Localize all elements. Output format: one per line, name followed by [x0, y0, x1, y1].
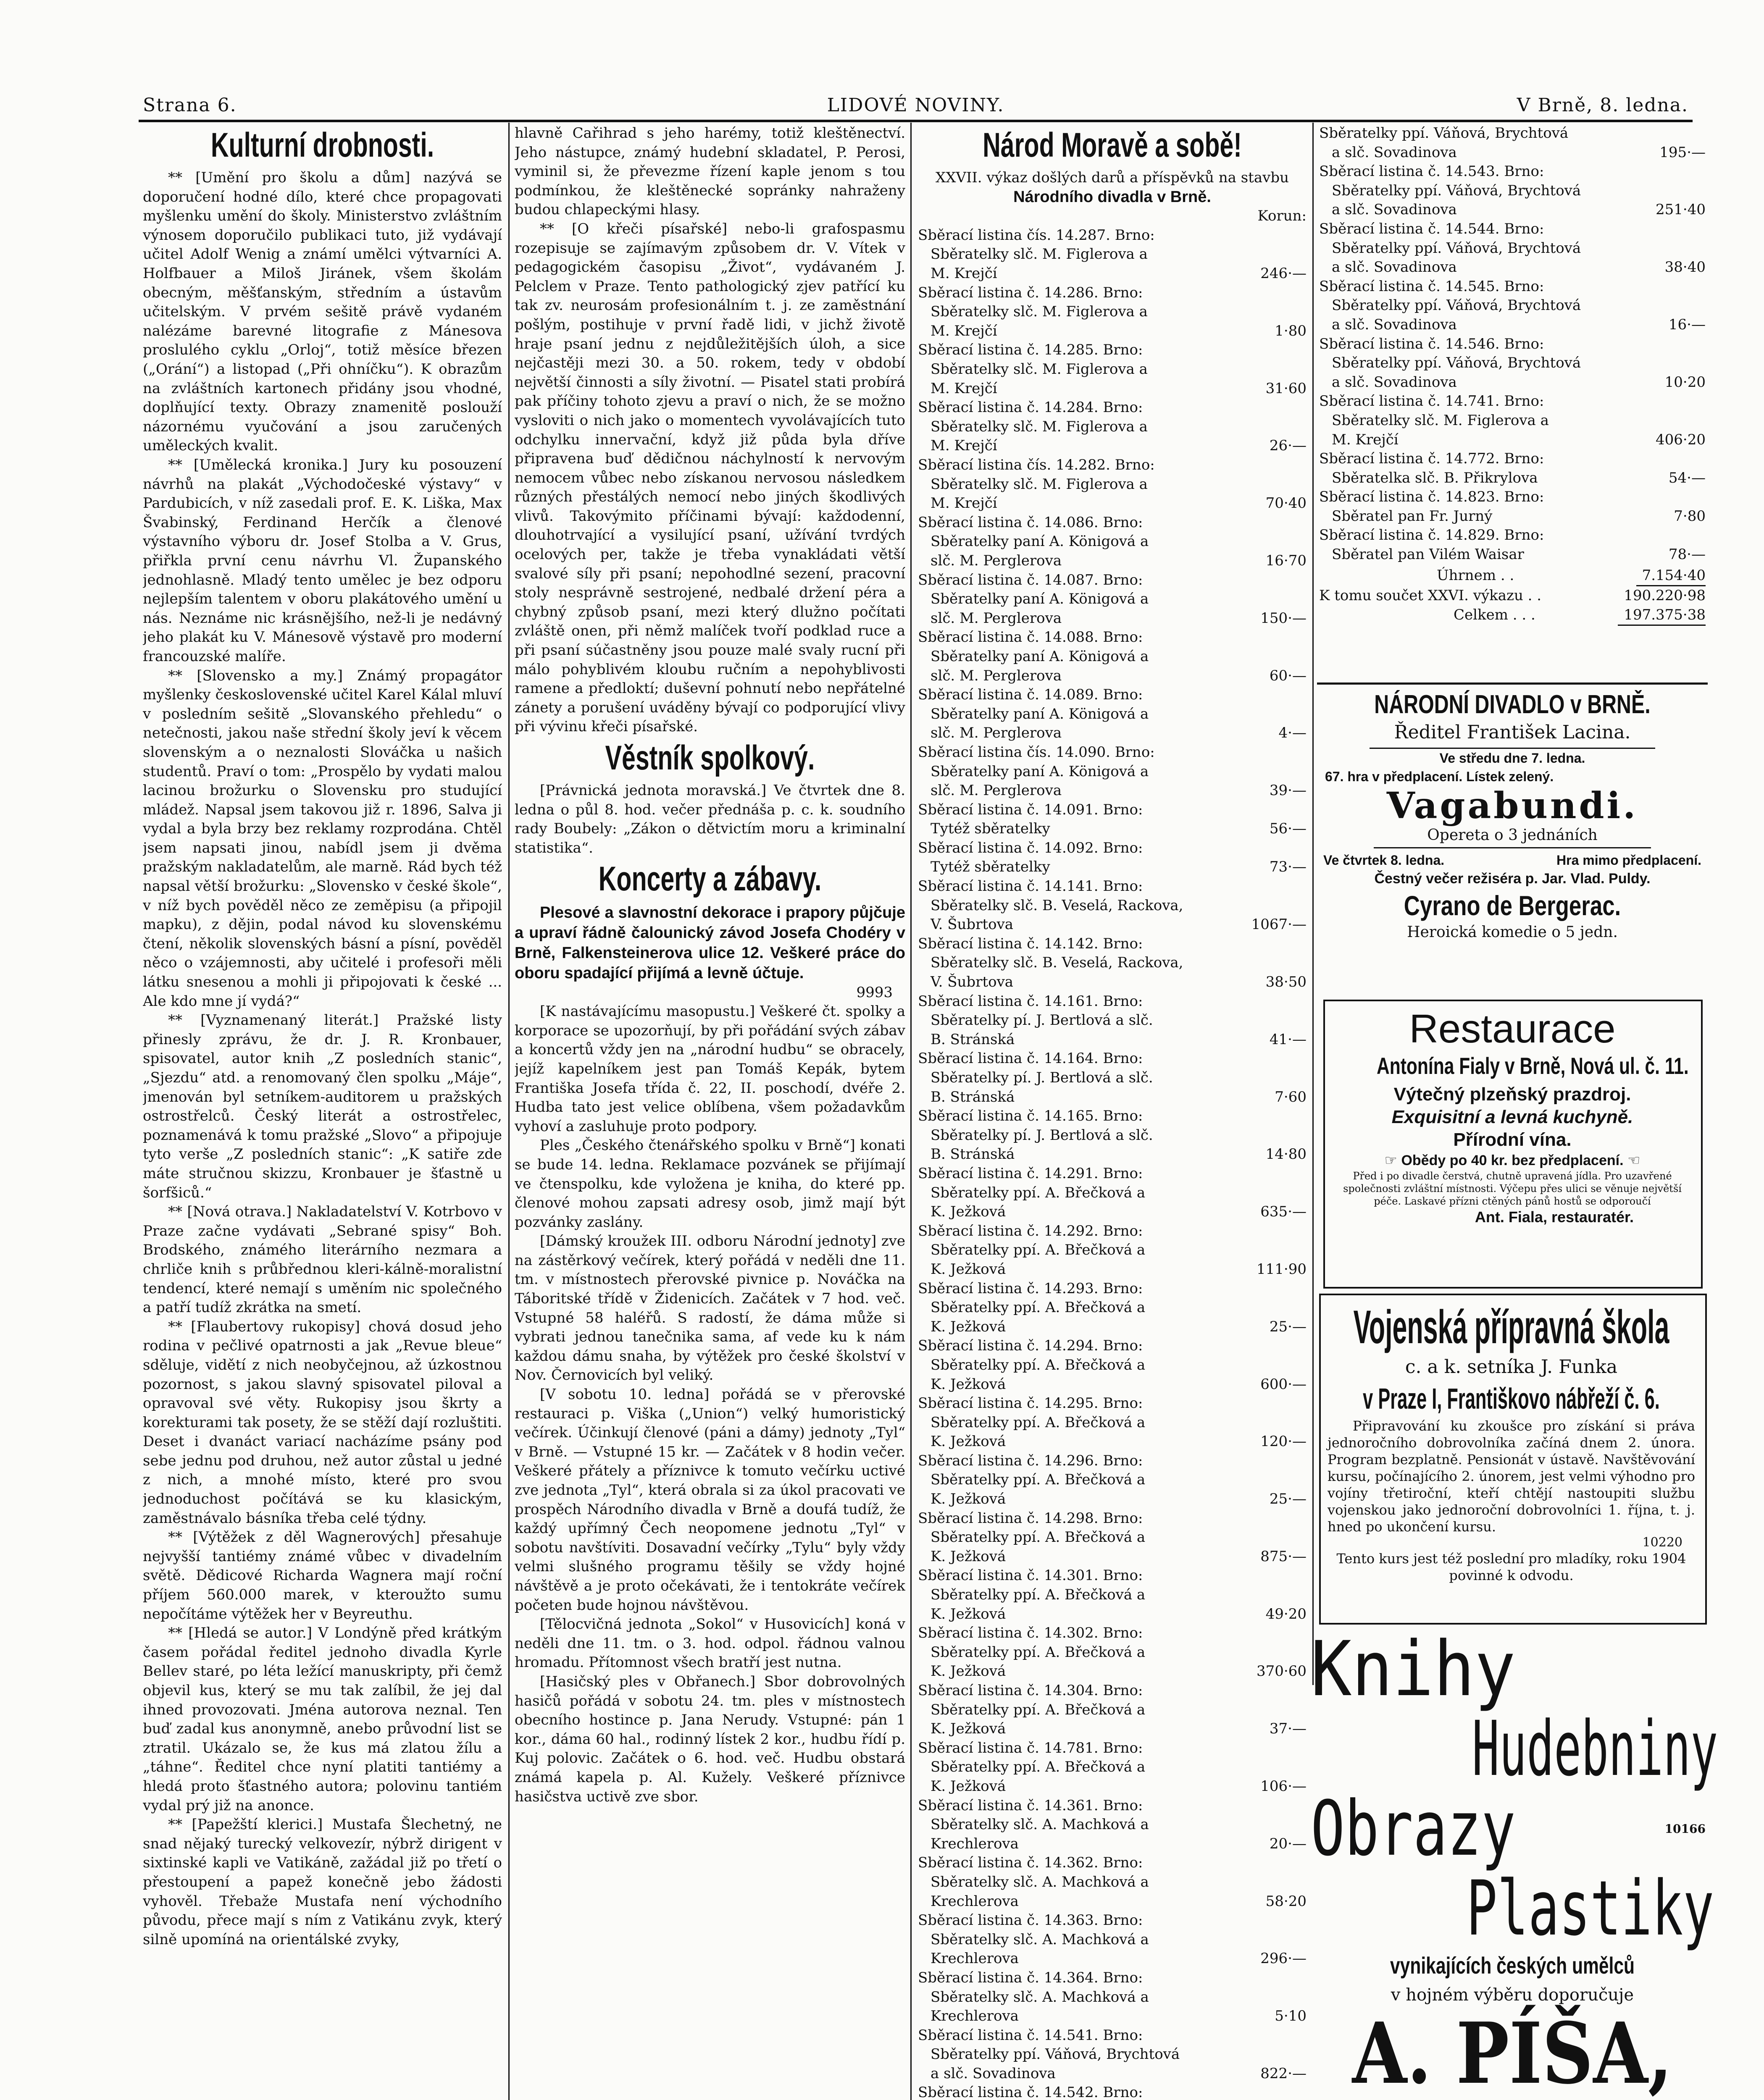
donation-line: Sběrací listina č. 14.364. Brno: [918, 1969, 1143, 1986]
donation-line: a slč. Sovadinova [1332, 201, 1457, 218]
donation-line: Sběrací listina č. 14.296. Brno: [918, 1452, 1143, 1469]
header-rule [139, 120, 1693, 122]
previous-sum-row: K tomu součet XXVI. výkazu . . 190.220·98 [1319, 587, 1706, 604]
donation-line: Sběrací listina č. 14.546. Brno: [1319, 335, 1544, 352]
play2-info: Ve čtvrtek 8. ledna. Hra mimo předplacení. [1323, 853, 1701, 868]
donation-amount: 120·— [1260, 1433, 1307, 1450]
donation-entry [918, 877, 1307, 934]
donation-line: M. Krejčí [931, 265, 997, 282]
donation-entry [918, 1509, 1307, 1567]
donation-line: Sběrací listina č. 14.823. Brno: [1319, 488, 1544, 506]
donation-line: Sběrací listina č. 14.161. Brno: [918, 992, 1143, 1010]
donation-line: K. Ježková [931, 1433, 1006, 1450]
hand-icon: ☞ [1384, 1152, 1398, 1168]
donation-entry [918, 2026, 1307, 2084]
donation-amount: 31·60 [1265, 380, 1307, 397]
school-extra: Tento kurs jest též poslední pro mladíky, roku 1904 povinné k odvodu. [1336, 1551, 1686, 1583]
donation-entry [918, 1336, 1307, 1394]
column-donations [918, 124, 1307, 2100]
donation-line: Sběratelky ppí. Váňová, Brychtová [1332, 239, 1581, 257]
ad-number: 9993 [856, 984, 893, 1001]
pisa-hudebniny: Hudebniny [1472, 1705, 1718, 1793]
donation-line: Sběratelky ppí. Váňová, Brychtová [1332, 354, 1581, 372]
donation-amount: 37·— [1269, 1720, 1307, 1738]
donation-line: Sběratelky pí. J. Bertlová a slč. [931, 1069, 1153, 1086]
donation-amount: 16·70 [1265, 552, 1307, 569]
play2-genre: Heroická komedie o 5 jedn. [1407, 924, 1618, 941]
vestnik-heading: Věstník spolkový. [605, 739, 815, 777]
article-paragraph: ** [Slovensko a my.] Známý propagátor myšlenky československé učitel Karel Kálal mluví v posledním sešitě „Slovanského přehledu“ o netečnosti, jakou naše střední školy jeví k věcem slovenským a o neznalosti Slováčka u našich studentů. Praví o tom: „Prospělo by vydati malou lacinou brožurku o Slovensku pro studující mládež. Napsal jsem takovou již r. 1896, Salva ji vydal a byla brzy bez reklamy rozprodána. Chtěl jsem napsati jinou, nabídl jsem ji dvěma pražským nakladatelům, ale marně. Rád bych též napsal větší brožurku: „Slovensko v české škole“, v níž bych pověděl něco ze zeměpisu (a připojil mapku), z dějin, podal návod ku slovenskému čtení, několik slovenských básní a písní, pověděl něco o vzájemnosti, aby učitelé i profesoři měli látku snesenou a mohli ji připojovati k české ... Ale kdo mne jí vydá?“ [143, 667, 502, 1010]
donation-line: K. Ježková [931, 1720, 1006, 1738]
restaurant-line-3: Přírodní vína. [1453, 1129, 1572, 1150]
donation-line: Sběratelky paní A. Königová a [931, 705, 1149, 722]
donation-line: Sběratelky slč. B. Veselá, Rackova, [931, 897, 1183, 914]
donation-line: Sběratelky ppí. A. Břečková a [931, 1586, 1146, 1604]
donation-line: Sběratelky slč. M. Figlerova a [1332, 412, 1549, 429]
donation-entry [918, 341, 1307, 398]
donation-line: Sběratelky ppí. A. Břečková a [931, 1242, 1146, 1259]
donation-entry [918, 2083, 1307, 2100]
donation-amount: 106·— [1260, 1777, 1307, 1795]
pisa-plastiky: Plastiky [1466, 1865, 1714, 1953]
donation-line: Sběrací listina č. 14.294. Brno: [918, 1337, 1143, 1354]
article-paragraph: ** [Nová otrava.] Nakladatelství V. Kotrbovo v Praze začne vydávati „Sebrané spisy“ Boh. Brodského, známého literárního nezmara a chrliče knih s průbřednou kleri-kálně-moralistní tendencí, které nemají s uměním nic společného a patří tudíž zkrátka na smetí. [143, 1203, 502, 1316]
donation-amount: 58·20 [1265, 1893, 1307, 1910]
donation-amount: 25·— [1269, 1318, 1307, 1335]
donation-amount: 78·— [1668, 546, 1706, 563]
donation-line: Sběrací listina č. 14.165. Brno: [918, 1108, 1143, 1125]
donation-line: Sběratelky slč. A. Machková a [931, 1931, 1149, 1948]
page-header [143, 86, 1688, 120]
donation-amount: 406·20 [1656, 431, 1706, 448]
donation-amount [1301, 2083, 1307, 2100]
donation-line: Sběrací listina č. 14.302. Brno: [918, 1625, 1143, 1642]
donation-amount: 246·— [1260, 265, 1307, 282]
article-continuation: hlavně Cařihrad s jeho harémy, totiž kleštěnectví. Jeho nástupce, známý hudební skladatel, P. Perosi, vyminil si, že převezme řízení kaple jenom s tou podmínkou, že kleštěnecké sopránky nahraženy budou chlapeckými hlasy. [515, 125, 905, 218]
donation-line: Sběrací listina č. 14.545. Brno: [1319, 278, 1544, 295]
donation-entry [1319, 277, 1706, 335]
donation-entry [1319, 124, 1706, 162]
donation-line: Sběratelky slč. A. Machková a [931, 1988, 1149, 2006]
donation-entry [1319, 220, 1706, 277]
article-paragraph: ** [Papežští klerici.] Mustafa Šlechetný, ne snad nějaký turecký velkovezír, nýbrž dirigent v sixtinské kapli ve Vatikáně, zažádal již po třetí o přestoupení a papež konečně jebo žádosti vyhověl. Třebaže Mustafa není východního původu, přece mají s ním z Vatikánu zvyk, který silně upomíná na orientálské zvyky, [143, 1816, 502, 1948]
school-address: v Praze I, Františkovo nábřeží č. 6. [1363, 1382, 1660, 1415]
donation-line: V. Šubrtova [931, 916, 1014, 933]
donation-line: Sběrací listina č. 14.829. Brno: [1319, 527, 1544, 544]
donation-line: a slč. Sovadinova [1332, 259, 1457, 276]
pisa-name: A. PÍŠA, [1352, 2004, 1673, 2100]
divider [1317, 682, 1708, 685]
donations-heading: Národ Moravě a sobě! [983, 126, 1242, 164]
donation-amount: 38·40 [1664, 259, 1706, 276]
restaurant-ad-text [1334, 1006, 1691, 1227]
donation-line: M. Krejčí [931, 495, 997, 512]
donation-amount: 251·40 [1656, 201, 1706, 218]
restaurant-line-5: Před i po divadle čerstvá, chutně upravená jídla. Pro uzavřené společnosti zvláštní místnosti. Výčepu přes ulici se věnuje největší péče. Laskavé přízni ctěných pánů hostů se odporoučí [1343, 1170, 1682, 1207]
donation-line: Sběrací listina č. 14.544. Brno: [1319, 220, 1544, 237]
pisa-knihy: Knihy [1311, 1625, 1516, 1713]
donation-line: Sběrací listina č. 14.543. Brno: [1319, 163, 1544, 180]
donation-amount: 49·20 [1265, 1605, 1307, 1622]
article-paragraph: ** [Vyznamenaný literát.] Pražské listy přinesly zprávu, že dr. J. R. Kronbauer, spisovatel, autor knih „Z posledních stanic“, „Sjezdu“ atd. a renomovaný člen spolku „Máje“, jmenován byl setníkem-auditorem u pražských ostrostřelců. Český literát a ostrostřelec, poznamenává k tomu pražské „Slovo“ a připojuje tyto verše „Z posledních stanic“: „K satiře zde máte stručnou skizzu, Kronbauer je šťastně u šorfšiců.“ [143, 1012, 502, 1201]
hand-icon: ☜ [1627, 1152, 1640, 1168]
donation-line: Sběrací listina č. 14.088. Brno: [918, 629, 1143, 646]
donation-line: M. Krejčí [1332, 431, 1399, 448]
donation-line: Sběrací listina č. 14.301. Brno: [918, 1567, 1143, 1584]
column-rule [508, 123, 510, 2100]
donation-line: Sběratelky paní A. Königová a [931, 591, 1149, 608]
donation-line: Sběratelky paní A. Königová a [931, 533, 1149, 550]
donation-amount: 1·80 [1275, 322, 1307, 339]
donation-amount: 14·80 [1265, 1146, 1307, 1163]
donation-line: K. Ježková [931, 1260, 1006, 1278]
article-paragraph: ** [Flaubertovy rukopisy] chová dosud jeho rodina v pečlivé opatrnosti a jak „Revue bleue“ sděluje, vidětí z nich neobyčejnou, až úzkostnou pozornost, s jakou slavný spisovatel piloval a opravoval své věty. Rukopisy jsou škrty a korekturami tak posety, že se stěží dají rozluštiti. Deset i dvanáct variací nacházíme psány pod sebe jednu pod druhou, než autor zůstal u jedné z nich, a mnohé místo, které pro svou jednoduchost počítává se ku klasickým, zaměstnávalo básníka třeba celé týdny. [143, 1318, 502, 1527]
school-ad-number: 10220 [1642, 1535, 1683, 1550]
donation-entry [918, 571, 1307, 628]
donation-line: a slč. Sovadinova [1332, 373, 1457, 391]
donation-line: Sběrací listina č. 14.285. Brno: [918, 341, 1143, 359]
donation-line: V. Šubrtova [931, 974, 1014, 991]
donation-line: a slč. Sovadinova [1332, 316, 1457, 333]
donation-amount: 60·— [1269, 667, 1307, 684]
newspaper-title: LIDOVÉ NOVINY. [827, 94, 1004, 116]
donation-amount: 635·— [1260, 1203, 1307, 1221]
donation-line: Tytéž sběratelky [931, 820, 1050, 837]
donation-line: Sběrací listina č. 14.091. Brno: [918, 801, 1143, 818]
donation-entry [1319, 488, 1706, 526]
donation-line: Sběrací listina č. 14.781. Brno: [918, 1739, 1143, 1756]
issue-date: V Brně, 8. ledna. [1517, 94, 1688, 116]
donation-amount: 1067·— [1251, 916, 1307, 933]
donation-entry [918, 1796, 1307, 1854]
donation-line: K. Ježková [931, 1491, 1006, 1508]
donation-entry [1319, 162, 1706, 220]
restaurant-line-4: ☞ Obědy po 40 kr. bez předplacení. ☜ [1384, 1152, 1640, 1168]
donation-line: Sběrací listina čís. 14.282. Brno: [918, 457, 1155, 473]
donation-line: M. Krejčí [931, 322, 997, 339]
article-paragraph: ** [Výtěžek z děl Wagnerových] přesahuje nejvyšší tantiémy známé vůbec v divadelním světě. Dědicové Richarda Wagnera mají roční příjem 560.000 marek, v kteroužto sumu nepočítáme výtěžek her v Beyreuthu. [143, 1529, 502, 1622]
donation-line: Sběrací listina č. 14.089. Brno: [918, 686, 1143, 704]
donation-line: Sběratelky ppí. Váňová, Brychtová [1332, 182, 1581, 199]
donation-entry [918, 992, 1307, 1050]
donation-line: Sběrací listina č. 14.542. Brno: [918, 2084, 1143, 2100]
donation-amount: 875·— [1260, 1548, 1307, 1565]
play1-date: Ve středu dne 7. ledna. [1439, 751, 1585, 766]
donation-line: Sběratelky ppí. A. Břečková a [931, 1299, 1146, 1316]
donation-line: slč. M. Perglerova [931, 609, 1062, 627]
donation-amount: 4·— [1278, 724, 1307, 742]
donation-amount: 25·— [1269, 1491, 1307, 1508]
donation-line: a slč. Sovadinova [1332, 144, 1457, 161]
donation-line: Sběratelky ppí. A. Břečková a [931, 1643, 1146, 1661]
donation-amount: 600·— [1260, 1376, 1307, 1393]
section-heading: Kulturní drobnosti. [210, 126, 434, 164]
donation-line: Sběrací listina č. 14.772. Brno: [1319, 450, 1544, 467]
donation-line: Sběrací listina č. 14.141. Brno: [918, 878, 1143, 895]
donation-line: M. Krejčí [931, 380, 997, 397]
donation-amount: 10·20 [1664, 373, 1706, 391]
donation-amount: 7·60 [1275, 1088, 1307, 1105]
donation-entry [918, 398, 1307, 456]
donation-entry [918, 1566, 1307, 1624]
donation-line: Sběrací listina č. 14.164. Brno: [918, 1050, 1143, 1067]
donation-line: Sběrací listina č. 14.298. Brno: [918, 1509, 1143, 1527]
donation-line: Sběrací listina č. 14.286. Brno: [918, 284, 1143, 301]
donations-subtitle-2: Národního divadla v Brně. [1013, 188, 1211, 206]
article-vestnik: [Právnická jednota moravská.] Ve čtvrtek dne 8. ledna o půl 8. hod. večer přednáša p. c. k. soudního rady Boubely: „Zákon o dětvictím moru a kriminalní statistika“. [515, 782, 905, 856]
donation-entry [918, 456, 1307, 513]
article-kreci: ** [O křeči písařské] nebo-li grafospasmu rozepisuje se zajímavým způsobem dr. V. Vítek v pedagogickém časopisu „Život“, vydávaném J. Pelclem v Praze. Tento pathologický zjev patřící ku tak zv. neurosám profesionálním t. j. ze zaměstnání pošlým, postihuje v první řadě lidi, v jichž životě hraje psaní jednu z nejdůležitějších úloh, a sice nejčastěji mezi 30. a 50. rokem, tedy v období největší činnosti a síly životní. — Pisatel stati probírá pak příčiny tohoto zjevu a praví o nich, že se možno vysloviti o nich jako o momentech vyvolávajících tuto odchylku innervační, když již půda byla dříve připravena buď dědičnou náchylností k nervovým nemocem vůbec nebo získanou nervosou následkem různých přestálých nemocí nebo jiných škodlivých vlivů. Takovýmito příčinami bývají: každodenní, dlouhotrvající a vysilující psaní, užívání tvrdých ocelových per, takže je třeba vynakládati větší svalové síly při psaní; nepohodlné sezení, pracovní stoly nesprávně sestrojené, nedbalé držení péra a chybný způsob psaní, mezi který dlužno počítati zvláště onen, při němž malíček tvoří podklad ruce a při psaní súčastněny jsou pouze malé svaly rucní při málo pohyblivém kloubu ručním a nepohyblivosti ramene a předloktí; duševní pohnutí nebo nepřátelné zánety a porušení uváděny bývají co podporující vlivy při vývinu křeči písařské. [515, 220, 905, 735]
pisa-umelcu: vynikajících českých umělců [1390, 1952, 1635, 1979]
donation-entry [918, 1911, 1307, 1969]
donation-line: Sběratelky paní A. Königová a [931, 648, 1149, 665]
donation-amount: 41·— [1269, 1031, 1307, 1048]
donation-line: Sběratelky slč. A. Machková a [931, 1873, 1149, 1890]
theatre-ad [1319, 689, 1706, 942]
donation-line: Sběratelky slč. M. Figlerova a [931, 303, 1148, 320]
donation-entry [918, 1452, 1307, 1509]
donation-line: K. Ježková [931, 1663, 1006, 1680]
donation-entry [918, 1853, 1307, 1911]
donation-line: K. Ježková [931, 1318, 1006, 1335]
column-donations-cont [1319, 124, 1706, 712]
school-sub: c. a k. setníka J. Funka [1405, 1356, 1618, 1378]
donation-line: Sběratelky ppí. A. Břečková a [931, 1759, 1146, 1776]
donation-line: Sběratelky ppí. A. Břečková a [931, 1356, 1146, 1373]
donation-line: slč. M. Perglerova [931, 552, 1062, 569]
donation-amount: 7·80 [1674, 507, 1706, 525]
donation-line: Sběratelky ppí. A. Břečková a [931, 1184, 1146, 1201]
donation-line: Sběrací listina č. 14.304. Brno: [918, 1682, 1143, 1699]
donation-line: K. Ježková [931, 1777, 1006, 1795]
donation-amount: 16·— [1668, 316, 1706, 333]
donation-line: K. Ježková [931, 1605, 1006, 1622]
donation-line: Sběratelky slč. A. Machková a [931, 1816, 1149, 1833]
donation-line: Sběratelky ppí. Váňová, Brychtová [1332, 297, 1581, 314]
donation-line: Sběratelka slč. B. Přikrylova [1332, 469, 1538, 486]
donation-line: Sběratelky slč. M. Figlerova a [931, 475, 1148, 493]
theatre-director: Ředitel František Lacina. [1394, 722, 1631, 743]
donation-amount: 370·60 [1257, 1663, 1307, 1680]
donation-line: K. Ježková [931, 1203, 1006, 1221]
donation-line: Sběrací listina čís. 14.287. Brno: [918, 226, 1155, 244]
donation-entry [918, 1681, 1307, 1739]
restaurant-line-2: Exquisitní a levná kuchyně. [1391, 1107, 1633, 1127]
theatre-title: NÁRODNÍ DIVADLO v BRNĚ. [1374, 690, 1651, 719]
donation-line: B. Stránská [931, 1146, 1015, 1163]
donation-entry [918, 226, 1307, 284]
column-rule [910, 123, 912, 2100]
donation-entry [918, 1107, 1307, 1164]
play1-genre: Opereta o 3 jednáních [1427, 827, 1598, 844]
donation-line: Sběratelky slč. M. Figlerova a [931, 418, 1148, 435]
pisa-vyber: v hojném výběru doporučuje [1391, 1985, 1634, 2005]
donation-entry [918, 801, 1307, 839]
donation-line: Krechlerova [931, 1893, 1019, 1910]
donation-line: Sběrací listina č. 14.741. Brno: [1319, 393, 1544, 410]
donation-amount: 822·— [1260, 2065, 1307, 2082]
donation-line: Sběratelky ppí. A. Břečková a [931, 1414, 1146, 1431]
donation-line: slč. M. Perglerova [931, 782, 1062, 799]
donation-line: M. Krejčí [931, 437, 997, 454]
donation-entry [918, 934, 1307, 992]
donation-line: B. Stránská [931, 1031, 1015, 1048]
column-rule [1312, 123, 1314, 1685]
donation-amount: 5·10 [1275, 2008, 1307, 2025]
donation-amount: 150·— [1260, 609, 1307, 627]
donation-line: slč. M. Perglerova [931, 667, 1062, 684]
donation-amount: 20·— [1269, 1835, 1307, 1852]
donation-amount: 39·— [1269, 782, 1307, 799]
donation-entry [918, 1739, 1307, 1796]
donation-amount: 296·— [1260, 1950, 1307, 1967]
total-row: Úhrnem . . 7.154·40 [1319, 566, 1706, 587]
donation-line: Sběrací listina č. 14.541. Brno: [918, 2026, 1143, 2044]
donation-line: Sběrací listina č. 14.293. Brno: [918, 1280, 1143, 1297]
korun-label: Korun: [1257, 207, 1307, 225]
donation-line: a slč. Sovadinova [931, 2065, 1056, 2082]
donation-line: Sběrací listina č. 14.363. Brno: [918, 1912, 1143, 1929]
school-title: Vojenská přípravná škola [1353, 1301, 1669, 1353]
pisa-obrazy: Obrazy [1311, 1785, 1516, 1873]
play1-info: 67. hra v předplacení. Lístek zelený. [1325, 769, 1554, 784]
donation-amount: 111·90 [1257, 1260, 1307, 1278]
donation-entry [918, 1969, 1307, 2026]
donation-line: Sběratelky slč. M. Figlerova a [931, 361, 1148, 378]
donation-line: Sběrací listina čís. 14.090. Brno: [918, 743, 1155, 761]
donation-entry [1319, 392, 1706, 449]
restaurant-title: Restaurace [1409, 1006, 1616, 1051]
donation-entry [918, 513, 1307, 571]
donation-amount: 195·— [1659, 144, 1706, 161]
donation-line: Sběratelky paní A. Königová a [931, 763, 1149, 780]
donation-line: Krechlerova [931, 1835, 1019, 1852]
donation-entry [918, 1624, 1307, 1681]
donation-amount: 56·— [1269, 820, 1307, 837]
donation-line: B. Stránská [931, 1088, 1015, 1105]
donation-line: Sběrací listina č. 14.291. Brno: [918, 1165, 1143, 1182]
play2-benefit: Čestný večer režiséra p. Jar. Vlad. Puldy. [1374, 871, 1651, 887]
donation-line: Sběratelky ppí. A. Břečková a [931, 1471, 1146, 1488]
play2-title: Cyrano de Bergerac. [1404, 890, 1621, 921]
donation-line: Sběrací listina č. 14.292. Brno: [918, 1222, 1143, 1239]
donation-line: Sběratelky pí. J. Bertlová a slč. [931, 1012, 1153, 1029]
donation-entry [1319, 335, 1706, 392]
article-paragraph: [K nastávajícímu masopustu.] Veškeré čt. spolky a korporace se upozorňují, by při pořádání svých zábav a koncertů vždy jen na „národní hudbu“ se obracely, jejíž kapelníkem jest pan Tomáš Kepák, bytem Františka Josefa třída č. 22, II. poschodí, dvéře 2. Hudba tato jest velice oblíbena, všem požadavkům vyhoví a zasluhuje proto podpory. [515, 1003, 905, 1135]
donation-line: Sběratelky ppí. Váňová, Brychtová [1319, 125, 1569, 142]
donation-line: Sběrací listina č. 14.361. Brno: [918, 1797, 1143, 1814]
donation-line: Krechlerova [931, 1950, 1019, 1967]
chodera-ad: Plesové a slavnostní dekorace i prapory půjčuje a upraví řádně čalounický závod Josefa Chodéry v Brně, Falkensteinerova ulice 12. Veškeré práce do oboru spadající přijímá a levně účtuje. [515, 903, 905, 982]
donation-line: Sběratelky slč. M. Figlerova a [931, 246, 1148, 263]
donation-amount: 73·— [1269, 858, 1307, 876]
article-paragraph: [Hasičský ples v Obřanech.] Sbor dobrovolných hasičů pořádá v sobotu 24. tm. ples v místnostech obecního hostince p. Jana Nerudy. Vstupné: pán 1 kor., dáma 60 hal., rodinný lístek 2 kor., hudbu řídí p. Kuj polovic. Začátek o 6. hod. več. Hudbu obstará známá kapela p. Al. Kužely. Veškeré příznivce hasičstva uctivě zve sbor. [515, 1673, 905, 1805]
donation-line: Sběratel pan Vilém Waisar [1332, 546, 1524, 563]
page-number: Strana 6. [143, 94, 237, 116]
pisa-ad-number: 10166 [1664, 1822, 1706, 1836]
donation-line: Sběrací listina č. 14.362. Brno: [918, 1854, 1143, 1872]
donation-line: Sběrací listina č. 14.284. Brno: [918, 399, 1143, 416]
pisa-ad [1311, 1625, 1718, 2100]
donation-entry [918, 1394, 1307, 1452]
article-paragraph: [V sobotu 10. ledna] pořádá se v přerovské restauraci p. Viška („Union“) velký humoristický večírek. Účinkují členové (páni a dámy) jednoty „Tyl“ v Brně. — Vstupné 15 kr. — Začátek v 8 hodin večer. Veškeré přátely a příznivce k tomuto večírku uctivé zve jednota „Tyl“, která obrala si za úkol pracovati ve prospěch Národního divadla v Brně a doufá tudíž, že každý upřímný Čech neopomene jednotu „Tyl“ v sobotu navštíviti. Dosavadní večírky „Tylu“ byly vždy velmi slušného programu těšily se vždy hojné návštěvě a je proto očekávati, že i tentokráte večírek početen bude hojnou návštěvou. [515, 1386, 905, 1614]
donation-entry [1319, 449, 1706, 488]
donation-line: Sběratelky slč. B. Veselá, Rackova, [931, 954, 1183, 971]
donation-entry [918, 743, 1307, 801]
article-paragraph: [Dámský kroužek III. odboru Národní jednoty] zve na zástěrkový večírek, který pořádá v neděli dne 11. tm. v místnostech přerovské pivnice p. Nováčka na Táboritské třídě v Židenicích. Začátek v 7 hod. več. Vstupné 58 haléřů. S radostí, že dáma může si vybrati jednou tanečnika sama, af vede ku k nám každou dámu snaha, by výtěžek pro české školství v Nov. Černovicích byl veliký. [515, 1233, 905, 1384]
donation-entry [918, 1222, 1307, 1279]
donation-entry [918, 839, 1307, 877]
column-mixed [515, 124, 905, 2100]
donation-amount: 38·50 [1265, 974, 1307, 991]
donation-entry [918, 1164, 1307, 1222]
donation-line: Sběratelky ppí. A. Břečková a [931, 1529, 1146, 1546]
restaurant-line-1: Výtečný plzeňský prazdroj. [1393, 1084, 1631, 1105]
article-paragraph: ** [Umění pro školu a dům] nazývá se doporučení hodné dílo, které chce propagovati myšlenku umění do školy. Ministerstvo zvláštním výnosem doporučilo publikaci tuto, již vydávají učitel Adolf Wenig a známí umělci výtvarníci A. Holfbauer a Miloš Jiránek, všem školám obecným, měšťanským, středním a ústavům učitelským. V prvém sešitě právě vydaném nalézáme barevné litografie z Mánesova proslulého cyklu „Orloj“, totiž měsíce březen („Orání“) a listopad („Při ohníčku“). K obrazům na zvláštních kartonech přidány jsou vhodné, doplňující texty. Obrazy znamenitě poslouží názornému vyučování a jsou zaručených uměleckých kvalit. [143, 169, 502, 454]
article-paragraph: ** [Hledá se autor.] V Londýně před krátkým časem pořádal ředitel jednoho divadla Kyrle Bellev staré, po léta ležící manuskripty, při čemž objevil kus, který se mu tak zalíbil, že jej dal ihned provozovati. Jména autorova neznal. Ten buď zadal kus anonymně, anebo průvodní list se ztratil. Ukázalo se, že kus má zlatou žílu a „táhne“. Ředitel chce nyní platiti tantiémy a hledá proto šťastného autora; polovinu tantiém vydal prý již na anonce. [143, 1625, 502, 1814]
article-paragraph: ** [Umělecká kronika.] Jury ku posouzení návrhů na plakát „Východočeské výstavy“ v Pardubicích, v níž zasedali prof. E. K. Liška, Max Švabinský, Ferdinand Herčík a členové výstavního výboru dr. Josef Stolba a V. Grus, přiřkla první cenu návrhu Vl. Županského jednohlasně. Mladý tento umělec je bez odporu nejlepším talentem v oboru plakátového umění u nás. Neznáme nic krásnějšího, než-li je nedávný jeho plakát ku V. Mánesově výstavě pro moderní francouzské malíře. [143, 457, 502, 665]
donation-line: Sběrací listina č. 14.142. Brno: [918, 935, 1143, 952]
restaurant-owner: Antonína Fialy v Brně, Nová ul. č. 11. [1377, 1053, 1689, 1079]
koncerty-heading: Koncerty a zábavy. [598, 860, 822, 898]
grand-total-row: Celkem . . . 197.375·38 [1319, 606, 1706, 626]
article-paragraph: Ples „Českého čtenářského spolku v Brně“] konati se bude 14. ledna. Reklamace pozvánek se přijímají ve čtenspolku, kde vyložena je kniha, do které pp. členové mohou zapsati adresy osob, jimž mají být pozvánky zaslány. [515, 1137, 905, 1231]
donation-line: Sběratelky pí. J. Bertlová a slč. [931, 1126, 1153, 1144]
article-paragraph: [Tělocvičná jednota „Sokol“ v Husovicích] koná v neděli dne 11. tm. o 3. hod. odpol. řádnou valnou hromadu. Přítomnost všech bratří jest nutna. [515, 1616, 905, 1671]
donation-line: slč. M. Perglerova [931, 724, 1062, 742]
donation-line: K. Ježková [931, 1376, 1006, 1393]
donation-entry [1319, 526, 1706, 564]
restaurant-sign: Ant. Fiala, restauratér. [1475, 1208, 1634, 1226]
donation-line: Krechlerova [931, 2008, 1019, 2025]
donation-entry [918, 284, 1307, 341]
donation-entry [918, 1279, 1307, 1337]
donation-entry [918, 1049, 1307, 1107]
donation-entry [918, 628, 1307, 685]
column-kulturni-drobnosti [143, 124, 502, 2100]
donation-amount: 70·40 [1265, 495, 1307, 512]
donation-amount: 54·— [1668, 469, 1706, 486]
donation-line: Sběrací listina č. 14.092. Brno: [918, 839, 1143, 856]
donation-line: Sběratelky ppí. A. Břečková a [931, 1701, 1146, 1718]
donation-line: K. Ježková [931, 1548, 1006, 1565]
donation-line: Sběrací listina č. 14.086. Brno: [918, 514, 1143, 531]
school-text: Připravování ku zkoušce pro získání si práva jednoročního dobrovolníka začíná dnem 2. února. Program bezplatně. Pensionát v ústavě. Navštěvování kursu, počínajícího 2. únorem, jest velmi výhodno pro vojíny třetiroční, kteří chtějí nastoupiti službu vojenskou jako jednoroční dobrovolníci 1. října, t. j. hned po ukončení kursu. [1328, 1418, 1695, 1535]
donation-amount: 26·— [1269, 437, 1307, 454]
donation-line: Sběratel pan Fr. Jurný [1332, 507, 1493, 525]
donation-line: Tytéž sběratelky [931, 858, 1050, 876]
donation-entry [918, 685, 1307, 743]
donations-subtitle: XXVII. výkaz došlých darů a příspěvků na stavbu [935, 169, 1289, 186]
school-ad-text [1328, 1300, 1695, 1584]
donation-line: Sběrací listina č. 14.087. Brno: [918, 571, 1143, 588]
donation-line: Sběratelky ppí. Váňová, Brychtová [931, 2046, 1180, 2063]
play1-title: Vagabundi. [1386, 785, 1638, 827]
donation-line: Sběrací listina č. 14.295. Brno: [918, 1395, 1143, 1412]
